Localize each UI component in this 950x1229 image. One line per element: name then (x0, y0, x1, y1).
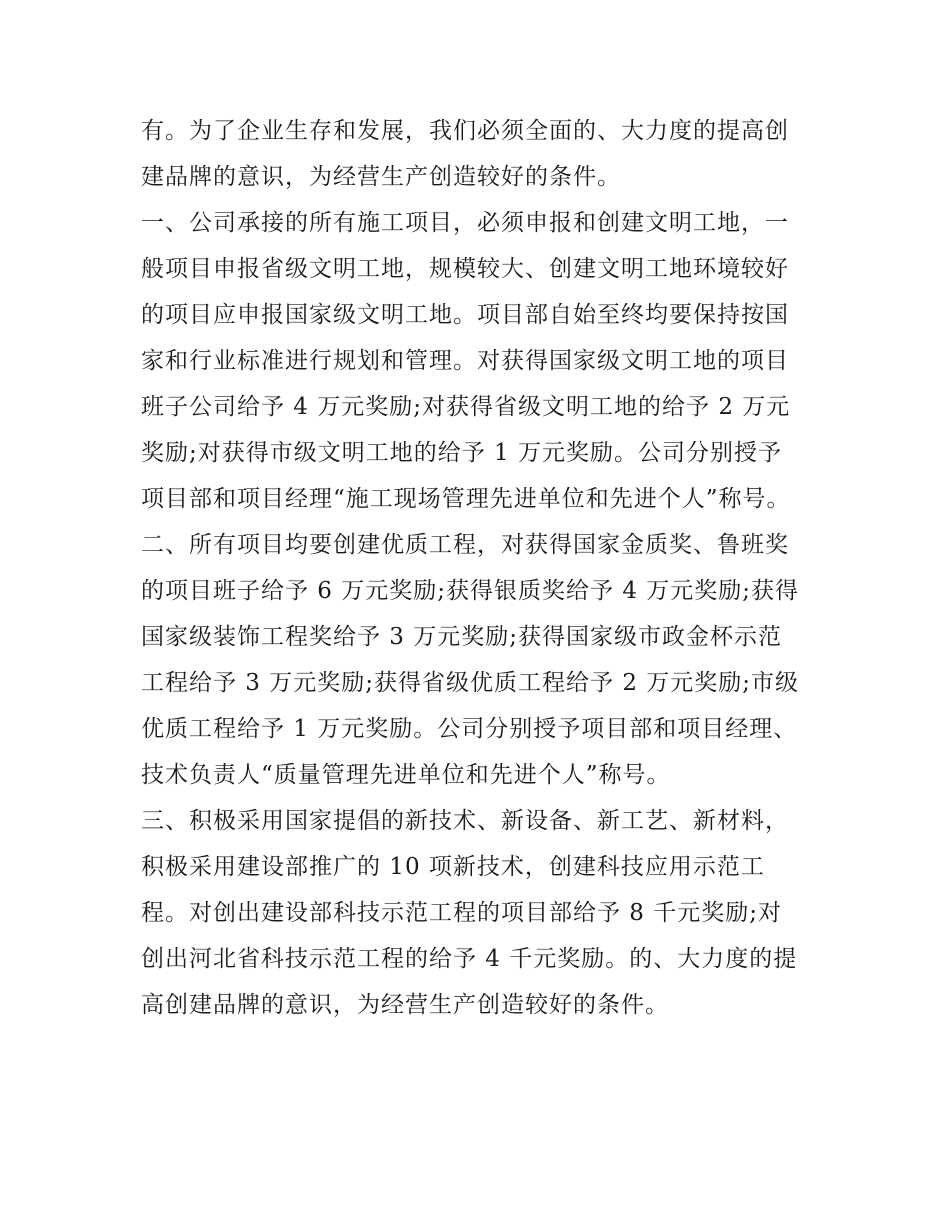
text-line: 班子公司给予 4 万元奖励;对获得省级文明工地的给予 2 万元 (141, 394, 791, 420)
text-line: 三、积极采用国家提倡的新技术、新设备、新工艺、新材料， (141, 808, 789, 834)
text-line: 高创建品牌的意识，为经营生产创造较好的条件。 (141, 992, 669, 1018)
text-line: 技术负责人“质量管理先进单位和先进个人”称号。 (141, 762, 671, 788)
text-line: 建品牌的意识，为经营生产创造较好的条件。 (141, 164, 621, 190)
text-line: 的项目应申报国家级文明工地。项目部自始至终均要保持按国 (141, 302, 789, 328)
text-line: 优质工程给予 1 万元奖励。公司分别授予项目部和项目经理、 (141, 716, 798, 742)
text-line: 有。为了企业生存和发展，我们必须全面的、大力度的提高创 (141, 118, 789, 144)
text-line: 二、所有项目均要创建优质工程，对获得国家金质奖、鲁班奖 (141, 532, 789, 558)
text-line: 创出河北省科技示范工程的给予 4 千元奖励。的、大力度的提 (141, 946, 798, 972)
text-line: 奖励;对获得市级文明工地的给予 1 万元奖励。公司分别授予 (141, 440, 783, 466)
text-line: 积极采用建设部推广的 10 项新技术，创建科技应用示范工 (141, 854, 765, 880)
text-line: 家和行业标准进行规划和管理。对获得国家级文明工地的项目 (141, 348, 789, 374)
text-line: 国家级装饰工程奖给予 3 万元奖励;获得国家级市政金杯示范 (141, 624, 783, 650)
document-body (141, 108, 813, 1028)
text-line: 程。对创出建设部科技示范工程的项目部给予 8 千元奖励;对 (141, 900, 783, 926)
text-line: 工程给予 3 万元奖励;获得省级优质工程给予 2 万元奖励;市级 (141, 670, 800, 696)
text-line: 一、公司承接的所有施工项目，必须申报和创建文明工地，一 (141, 210, 789, 236)
text-line: 项目部和项目经理“施工现场管理先进单位和先进个人”称号。 (141, 486, 791, 512)
text-line: 般项目申报省级文明工地，规模较大、创建文明工地环境较好 (141, 256, 789, 282)
text-line: 的项目班子给予 6 万元奖励;获得银质奖给予 4 万元奖励;获得 (141, 578, 800, 604)
